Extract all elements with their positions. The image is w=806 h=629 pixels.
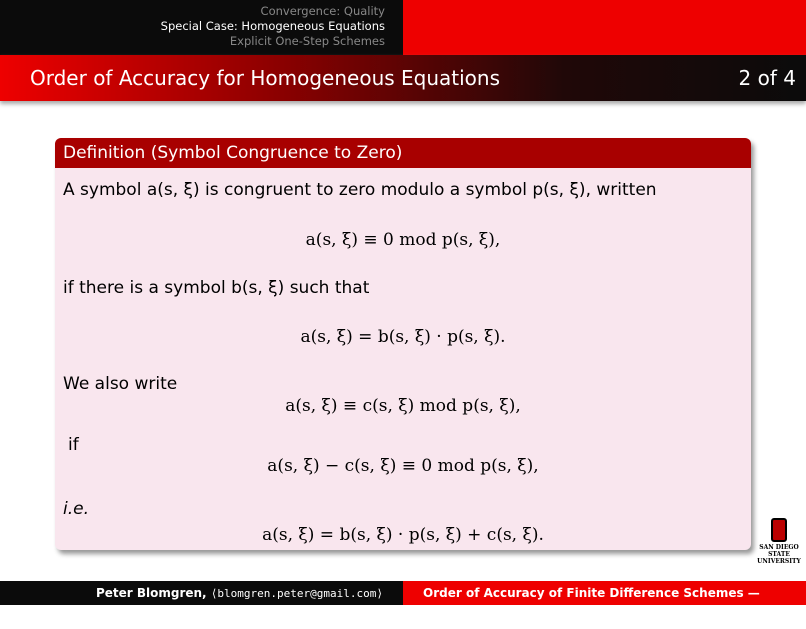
text-line: if <box>68 435 79 455</box>
frame-title: Order of Accuracy for Homogeneous Equations <box>30 66 501 90</box>
text-line: A symbol a(s, ξ) is congruent to zero modulo a symbol p(s, ξ), written <box>63 180 657 200</box>
equation: a(s, ξ) ≡ c(s, ξ) mod p(s, ξ), <box>285 396 521 416</box>
author-name: Peter Blomgren, <box>95 586 207 600</box>
equation: a(s, ξ) = b(s, ξ) · p(s, ξ). <box>300 327 506 347</box>
text-line: i.e. <box>63 499 89 519</box>
equation: a(s, ξ) = b(s, ξ) · p(s, ξ) + c(s, ξ). <box>262 525 544 545</box>
author-email: ⟨blomgren.peter@gmail.com⟩ <box>210 587 383 600</box>
logo-text: SAN DIEGO STATE UNIVERSITY <box>757 544 801 565</box>
nav-section-current[interactable]: Special Case: Homogeneous Equations <box>160 19 385 33</box>
text-line: We also write <box>63 374 178 394</box>
text-line: if there is a symbol b(s, ξ) such that <box>63 278 370 298</box>
block-title: Definition (Symbol Congruence to Zero) <box>55 138 751 168</box>
section-navigation <box>0 0 403 55</box>
frame-page-counter: 2 of 4 <box>738 66 796 90</box>
nav-section[interactable]: Convergence: Quality <box>260 4 385 18</box>
university-logo <box>752 518 806 565</box>
equation: a(s, ξ) ≡ 0 mod p(s, ξ), <box>305 230 501 250</box>
nav-subsection[interactable]: Explicit One-Step Schemes <box>229 34 385 48</box>
shield-icon <box>771 518 787 542</box>
footer-author <box>0 581 403 605</box>
equation: a(s, ξ) − c(s, ξ) ≡ 0 mod p(s, ξ), <box>267 456 539 476</box>
header-right-panel <box>403 0 806 55</box>
footer-talk-title: Order of Accuracy of Finite Difference Schemes — (23/28) <box>403 581 806 605</box>
